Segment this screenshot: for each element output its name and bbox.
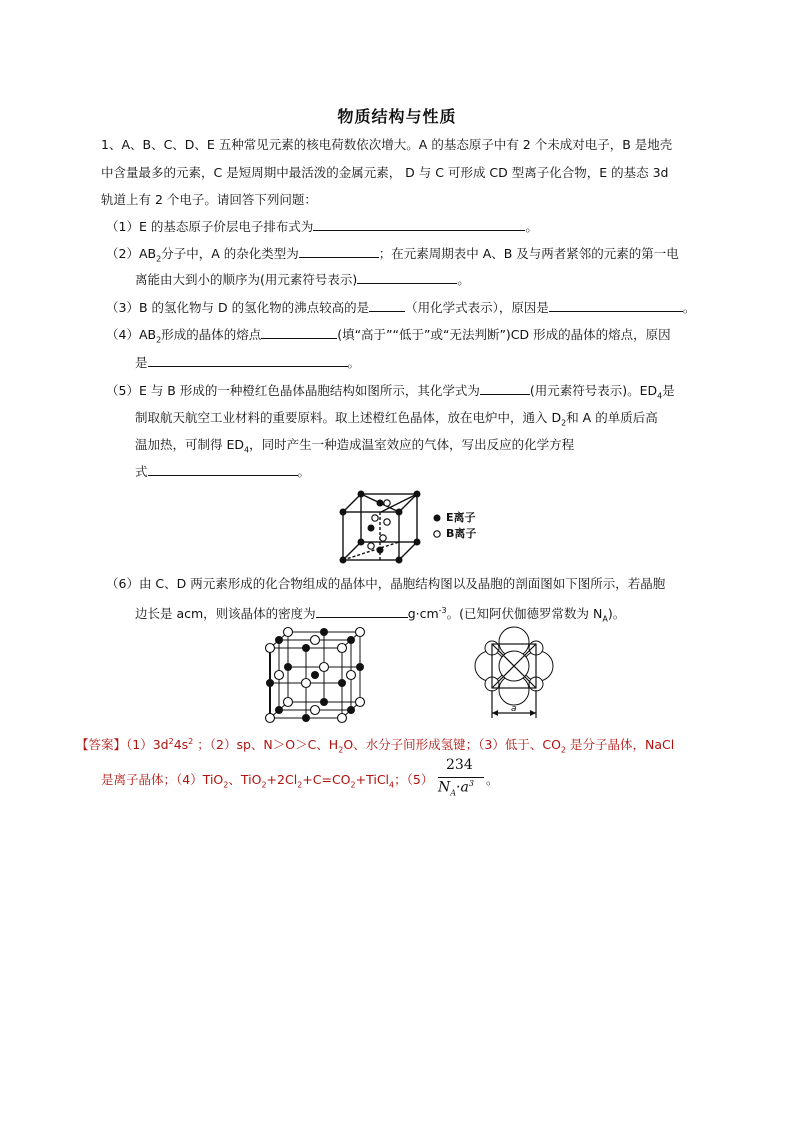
punct: 。	[682, 300, 696, 315]
denominator-a: ·a	[456, 779, 469, 796]
part-5-line-2-text: 制取航天航空工业材料的重要原料。取上述橙红色晶体，放在电炉中，通入 D	[135, 410, 562, 425]
part-6: （6）由 C、D 两元素形成的化合物组成的晶体中，晶胞结构图以及晶胞的剖面图如下图所示，若晶胞	[106, 576, 666, 591]
subscript: 4	[389, 780, 395, 790]
denominator-n: N	[438, 779, 451, 796]
part-6-line-2-text-d: )。	[607, 606, 626, 622]
part-4-line-2	[135, 354, 360, 372]
question-1-intro-line-1: 1、A、B、C、D、E 五种常见元素的核电荷数依次增大。A 的基态原子中有 2 个未成对电子，B 是地壳	[101, 137, 673, 152]
subscript: A	[450, 788, 457, 798]
answer-blank[interactable]	[313, 218, 525, 231]
legend-b-marker	[434, 531, 440, 537]
answer-text: 、TiO	[228, 772, 262, 787]
part-2-text-c: ；在元素周期表中 A、B 及与两者紧邻的元素的第一电	[378, 246, 679, 261]
part-4-line-2-text: 是	[135, 355, 148, 370]
answer-line-1	[76, 733, 674, 760]
part-6-line-2-text-c: 。(已知阿伏伽德罗常数为 N	[446, 606, 603, 622]
part-4-text-b: 形成的晶体的熔点	[161, 327, 262, 342]
answer-blank[interactable]	[549, 299, 683, 312]
subscript: 2	[223, 780, 229, 790]
answer-text: +TiCl	[355, 772, 390, 787]
superscript: -3	[438, 606, 447, 615]
question-1-intro-line-2: 中含量最多的元素，C 是短周期中最活泼的金属元素， D 与 C 可形成 CD 型离子化合物，E 的基态 3d	[101, 165, 669, 180]
part-2-line-2	[135, 271, 470, 289]
subscript: 2	[560, 745, 567, 755]
answer-text: ；（2）sp、N＞O＞C、H	[193, 737, 339, 753]
subscript: 2	[156, 254, 162, 264]
unit: g·cm	[407, 606, 439, 622]
superscript: 2	[188, 737, 194, 746]
part-5-line-3	[135, 436, 574, 460]
part-5-line-4	[135, 463, 310, 481]
part-1-text: （1）E 的基态原子价层电子排布式为	[106, 219, 314, 234]
punct: 。	[457, 272, 470, 287]
part-2-text: （2）AB	[106, 246, 157, 261]
part-2-line-2-text: 离能由大到小的顺序为(用元素符号表示)	[135, 272, 358, 287]
part-5-text-c: 是	[662, 383, 675, 398]
page-title: 物质结构与性质	[337, 107, 457, 126]
answer-end: 。	[486, 772, 499, 787]
answer-text: O、水分子间形成氢键；（3）低于、CO	[343, 737, 561, 753]
answer-blank[interactable]	[148, 354, 348, 367]
part-5	[106, 382, 675, 406]
answer-text: 是分子晶体，NaCl	[566, 737, 675, 753]
superscript: 2	[168, 737, 174, 746]
nacl-cell-figure	[262, 626, 368, 724]
part-5-line-2-text-b: 和 A 的单质后高	[566, 410, 658, 425]
legend-b-label: B离子	[446, 527, 477, 540]
legend-e-marker	[434, 515, 441, 522]
part-5-text: （5）E 与 B 形成的一种橙红色晶体晶胞结构如图所示，其化学式为	[106, 383, 480, 398]
question-1-intro-line-3: 轨道上有 2 个电子。请回答下列问题：	[101, 192, 317, 207]
punct: 。	[347, 355, 361, 370]
subscript: 2	[297, 780, 303, 790]
part-3	[106, 299, 695, 317]
part-1	[106, 218, 538, 236]
part-4-text-c: (填“高于”“低于”或“无法判断”)CD 形成的晶体的熔点，原因	[337, 327, 671, 342]
part-6-line-2-text: 边长是 acm，则该晶体的密度为	[135, 606, 316, 622]
punct: 。	[297, 464, 311, 479]
subscript: 2	[261, 780, 267, 790]
part-5-line-3-text: 温加热，可制得 ED	[135, 437, 244, 452]
answer-blank[interactable]	[369, 299, 405, 312]
legend-e-label: E离子	[446, 511, 476, 524]
answer-blank[interactable]	[480, 382, 530, 395]
part-5-line-2	[135, 409, 658, 433]
edge-length-label: a	[511, 704, 517, 714]
superscript: 3	[468, 779, 474, 788]
part-4	[106, 326, 671, 350]
fraction-denominator	[438, 779, 474, 797]
punct: 。	[525, 219, 538, 234]
answer-blank[interactable]	[148, 463, 298, 476]
answer-blank[interactable]	[299, 245, 379, 258]
part-5-line-4-text: 式	[135, 464, 148, 479]
answer-text: +2Cl	[266, 772, 298, 787]
subscript: 2	[350, 780, 356, 790]
part-3-text: （3）B 的氢化物与 D 的氢化物的沸点较高的是	[106, 300, 370, 315]
fraction-numerator: 234	[446, 757, 473, 773]
part-5-text-b: (用元素符号表示)。ED	[529, 383, 658, 398]
answer-text: （1）3d	[126, 737, 169, 753]
subscript: 2	[338, 745, 344, 755]
answer-blank[interactable]	[357, 271, 457, 284]
answer-text: 是离子晶体；（4）TiO	[101, 772, 224, 787]
answer-blank[interactable]	[316, 605, 408, 618]
answer-text: 4s	[173, 737, 189, 753]
subscript: 2	[156, 335, 162, 345]
answer-tag: 【答案】	[76, 737, 127, 753]
subscript: 2	[561, 418, 567, 428]
part-3-text-b: （用化学式表示），原因是	[405, 300, 549, 315]
fraction-bar	[438, 777, 484, 778]
answer-text: ；（5）	[394, 772, 434, 787]
part-5-line-3-text-b: ，同时产生一种造成温室效应的气体，写出反应的化学方程	[249, 437, 575, 452]
subscript: A	[602, 614, 608, 624]
part-2-text-b: 分子中，A 的杂化类型为	[161, 246, 299, 261]
answer-text: +C=CO	[302, 772, 351, 787]
answer-blank[interactable]	[261, 326, 337, 339]
subscript: 4	[244, 445, 250, 455]
answer-line-2	[101, 771, 433, 795]
subscript: 4	[657, 391, 663, 401]
part-4-text: （4）AB	[106, 327, 157, 342]
part-2	[106, 245, 679, 269]
